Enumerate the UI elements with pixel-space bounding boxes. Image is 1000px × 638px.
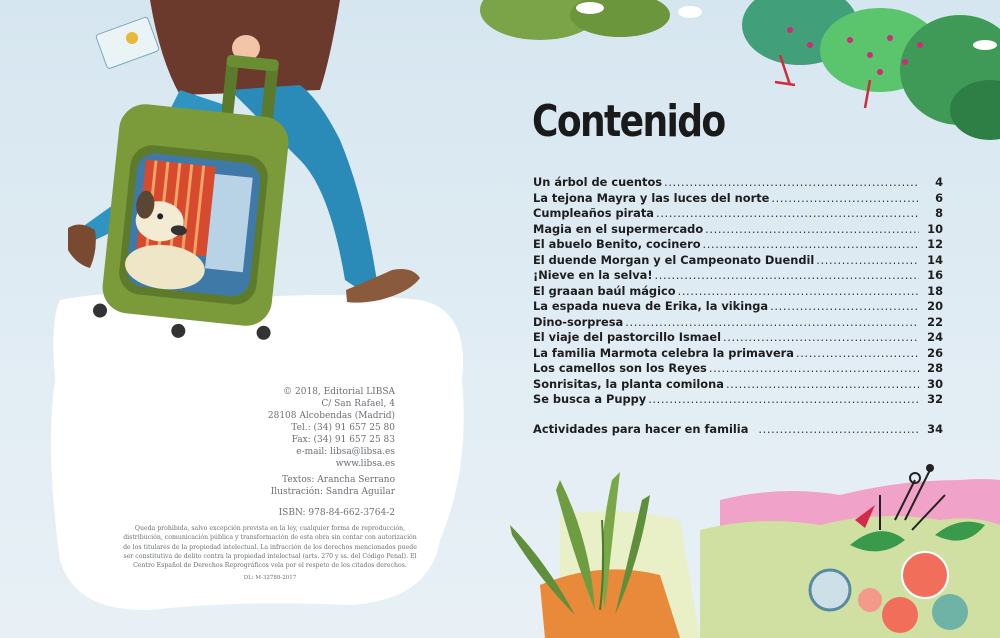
toc-entry-page: 30 <box>927 376 943 391</box>
toc-entry-page: 24 <box>927 330 943 344</box>
toc-entry-page: 4 <box>935 175 943 189</box>
toc-entry <box>533 299 943 315</box>
toc-entry <box>533 346 943 362</box>
toc-entry-title: Se busca a Puppy <box>533 392 647 406</box>
toc-entry <box>533 268 943 284</box>
isbn-number: ISBN: 978-84-662-3764-2 <box>278 508 395 518</box>
toc-leader-dots <box>678 284 919 298</box>
city-line: 28108 Alcobendas (Madrid) <box>267 411 395 421</box>
toc-entry <box>533 330 943 346</box>
toc-entry-page: 22 <box>927 314 943 329</box>
toc-entry <box>533 253 943 269</box>
toc-entry <box>533 315 943 331</box>
phone-line: Tel.: (34) 91 657 25 80 <box>291 423 395 433</box>
toc-leader-dots <box>648 392 919 406</box>
toc-leader-dots <box>664 175 919 189</box>
shoe-back <box>68 224 96 268</box>
toc-entry-title: El graaan baúl mágico <box>533 283 676 298</box>
toc-entry-title: El viaje del pastorcillo Ismael <box>533 330 721 344</box>
toc-leader-dots <box>758 422 919 436</box>
toc-entry-page: 34 <box>927 421 943 436</box>
toc-leader-dots <box>709 361 919 375</box>
toc-leader-dots <box>625 315 919 329</box>
toc-leader-dots <box>771 191 919 205</box>
toc-leader-dots <box>703 237 919 251</box>
toc-entry-title: Dino-sorpresa <box>533 314 624 329</box>
toc-entry-title: Un árbol de cuentos <box>533 175 663 189</box>
toc-entry <box>533 377 943 393</box>
toc-leader-dots <box>656 206 919 220</box>
address-line: C/ San Rafael, 4 <box>321 399 395 409</box>
toc-entry-page: 16 <box>927 268 943 282</box>
toc-entry-title: El abuelo Benito, cocinero <box>533 237 701 251</box>
toc-entry-activities <box>533 422 943 438</box>
toc-entry <box>533 191 943 207</box>
legal-notice: Queda prohibida, salvo excepción prevista en la ley, cualquier forma de reproducción, distribución, comunicación pública y transformación de esta obra sin contar con autorización de los titulares de la propiedad intelectual. La infracción de los derechos mencionados puede ser constitutiva de delito contra la propiedad intelectual (arts. 270 y ss. del Código Penal). El Centro Español de Derechos Reprográficos vela por el respeto de los citados derechos. <box>123 525 417 570</box>
email-line: e-mail: libsa@libsa.es <box>296 447 395 457</box>
toc-entry <box>533 361 943 377</box>
website-line: www.libsa.es <box>335 459 395 469</box>
illustration-credit: Ilustración: Sandra Aguilar <box>270 487 395 497</box>
ticket-shape <box>95 17 159 70</box>
table-of-contents <box>533 175 943 437</box>
contents-heading: Contenido <box>532 96 725 147</box>
toc-entry-title: Cumpleaños pirata <box>533 206 654 220</box>
toc-entry-page: 20 <box>927 299 943 313</box>
isbn-block <box>110 508 490 518</box>
toc-leader-dots <box>655 268 919 282</box>
toc-entry-title: Sonrisitas, la planta comilona <box>533 376 724 391</box>
legal-deposit: DL: M-32788-2017 <box>243 575 297 581</box>
toc-entry <box>533 237 943 253</box>
copyright-block <box>110 386 490 470</box>
toc-entry-page: 28 <box>927 361 943 375</box>
toc-entry-title: Magia en el supermercado <box>533 221 704 236</box>
fax-line: Fax: (34) 91 657 25 83 <box>291 435 395 445</box>
toc-entry-page: 10 <box>927 221 943 236</box>
toc-leader-dots <box>723 330 919 344</box>
toc-leader-dots <box>770 299 919 313</box>
toc-leader-dots <box>816 253 919 267</box>
toc-entry-title: La familia Marmota celebra la primavera <box>533 345 794 360</box>
toc-entry-page: 12 <box>927 237 943 251</box>
toc-entry-page: 18 <box>927 283 943 298</box>
toc-entry <box>533 175 943 191</box>
toc-leader-dots <box>726 377 919 391</box>
toc-leader-dots <box>796 346 919 360</box>
texts-credit: Textos: Arancha Serrano <box>282 475 395 485</box>
toc-entry-page: 32 <box>927 392 943 406</box>
copyright-line: © 2018, Editorial LIBSA <box>283 387 395 397</box>
toc-entry <box>533 392 943 408</box>
toc-entry-title: El duende Morgan y el Campeonato Duendil <box>533 252 815 267</box>
toc-entry <box>533 222 943 238</box>
toc-entry-page: 14 <box>927 252 943 267</box>
toc-entry <box>533 284 943 300</box>
toc-entry-title: Los camellos son los Reyes <box>533 361 707 375</box>
toc-entry <box>533 206 943 222</box>
credits-block <box>110 474 490 498</box>
toc-entry-title: La tejona Mayra y las luces del norte <box>533 190 770 205</box>
toc-leader-dots <box>705 222 919 236</box>
toc-entry-page: 26 <box>927 345 943 360</box>
toc-entry-title: Actividades para hacer en familia <box>533 421 749 436</box>
toc-entry-title: La espada nueva de Erika, la vikinga <box>533 299 769 313</box>
toc-entry-title: ¡Nieve en la selva! <box>533 268 653 282</box>
toc-entry-page: 8 <box>935 206 943 220</box>
toc-entry-page: 6 <box>935 190 943 205</box>
